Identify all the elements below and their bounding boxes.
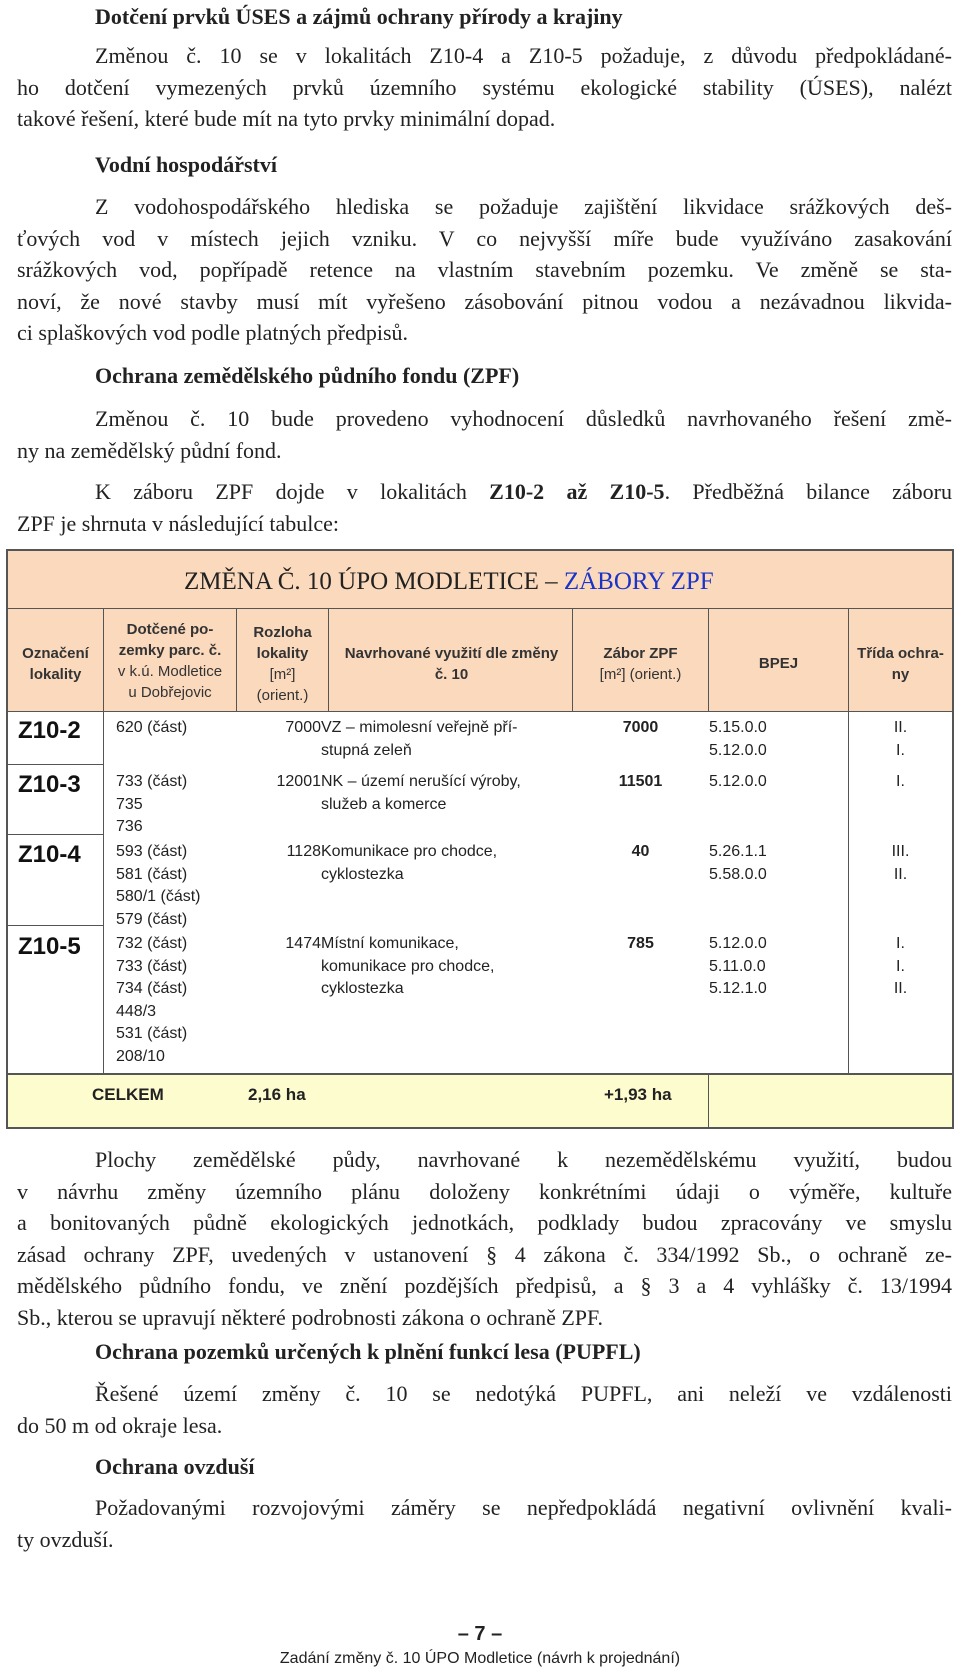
header-line: u Dobřejovic — [128, 684, 212, 701]
paragraph-pupfl — [17, 1378, 952, 1441]
bpej-code: 5.12.0.0 — [709, 773, 767, 790]
paragraph-vodni-hospodarstvi — [17, 191, 952, 349]
row-area: 1128 — [286, 843, 321, 860]
row-use-line: stupná zeleň — [321, 741, 412, 759]
header-zabor — [573, 643, 708, 685]
trida-value: II. — [893, 719, 908, 736]
total-zabor: +1,93 ha — [604, 1085, 672, 1104]
text-line: ho dotčení vymezených prvků územního systému ekologické stability (ÚSES), nalézt — [17, 74, 952, 100]
paragraph-ovzdusi — [17, 1492, 952, 1555]
trida-value: I. — [896, 957, 905, 975]
bpej-code: 5.11.0.0 — [709, 957, 766, 975]
row-bpej — [709, 933, 767, 1001]
table-title-accent: ZÁBORY ZPF — [563, 568, 714, 595]
row-use-line: NK – území nerušící výroby, — [321, 773, 521, 790]
heading-zpf: Ochrana zemědělského půdního fondu (ZPF) — [95, 363, 520, 388]
heading-pupfl: Ochrana pozemků určených k plnění funkcí lesa (PUPFL) — [95, 1339, 641, 1364]
text-line: ci splaškových vod podle platných předpisů. — [17, 320, 409, 345]
header-line: [m²] (orient.) — [599, 666, 682, 683]
row-bpej — [709, 717, 767, 762]
row-area: 12001 — [276, 773, 321, 790]
header-line: v k.ú. Modletice — [117, 663, 223, 680]
text-line: srážkových vod, popřípadě retence na vlastním stavebním pozemku. Ve změně se sta- — [17, 257, 952, 282]
bpej-code: 5.12.1.0 — [709, 980, 767, 997]
text-line: ZPF je shrnuta v následující tabulce: — [17, 510, 339, 536]
row-zabor: 40 — [631, 843, 650, 860]
parcel: 579 (část) — [116, 910, 188, 928]
row-use — [321, 841, 497, 886]
paragraph-plochy — [17, 1144, 952, 1333]
total-area: 2,16 ha — [248, 1085, 306, 1104]
total-label: CELKEM — [92, 1085, 164, 1104]
column-divider — [708, 1073, 709, 1127]
table-title-main: ZMĚNA Č. 10 ÚPO MODLETICE – — [184, 568, 564, 595]
header-line: Zábor ZPF — [603, 645, 678, 662]
row-zabor: 785 — [627, 935, 654, 952]
heading-vodni-hospodarstvi: Vodní hospodářství — [95, 152, 277, 177]
header-line: (orient.) — [256, 687, 309, 704]
row-use-line: komunikace pro chodce, — [321, 957, 495, 975]
page-number: – 7 – — [457, 1623, 503, 1645]
bpej-code: 5.58.0.0 — [709, 865, 767, 883]
text-line — [17, 476, 952, 508]
row-divider — [8, 764, 103, 765]
row-bpej — [709, 841, 767, 886]
row-use — [321, 717, 518, 762]
parcel: 208/10 — [116, 1047, 165, 1065]
trida-value: I. — [896, 935, 905, 952]
document-footer: Zadání změny č. 10 ÚPO Modletice (návrh k projednání) — [279, 1650, 681, 1667]
header-line: [m²] — [269, 666, 296, 683]
parcel: 733 (část) — [116, 957, 188, 975]
text-line: Požadovanými rozvojovými záměry se nepředpokládá negativní ovlivnění kvali- — [95, 1495, 952, 1520]
trida-value: II. — [893, 865, 908, 883]
row-area: 1474 — [285, 935, 321, 952]
parcel: 733 (část) — [116, 773, 188, 790]
header-pozemky — [104, 619, 236, 703]
row-use — [321, 933, 494, 1001]
row-use-line: cyklostezka — [321, 865, 404, 883]
text-line: Řešené území změny č. 10 se nedotýká PUPFL, ani neleží ve vzdálenosti — [95, 1381, 952, 1406]
row-zabor: 7000 — [622, 719, 659, 736]
parcel: 580/1 (část) — [116, 888, 201, 905]
text-run: . Předběžná bilance záboru — [664, 479, 952, 504]
text-line: Změnou č. 10 bude provedeno vyhodnocení důsledků navrhovaného řešení změ- — [95, 406, 952, 431]
text-line: Sb., kterou se upravují některé podrobnosti zákona o ochraně ZPF. — [17, 1304, 603, 1330]
parcel: 581 (část) — [116, 865, 188, 883]
text-line: do 50 m od okraje lesa. — [17, 1412, 223, 1438]
trida-value: III. — [891, 843, 910, 860]
text-line: Z vodohospodářského hlediska se požaduje zajištění likvidace srážkových deš- — [95, 194, 952, 219]
parcel: 593 (část) — [116, 843, 188, 860]
row-parcels — [116, 841, 200, 931]
trida-value: II. — [893, 980, 908, 997]
header-trida: Třída ochra-ny — [857, 645, 944, 683]
column-divider — [328, 608, 329, 711]
header-bpej: BPEJ — [758, 655, 799, 672]
row-divider — [8, 925, 103, 926]
row-trida — [849, 717, 952, 762]
text-line: noví, že nové stavby musí mít vyřešeno zásobování pitnou vodou a nezávadnou likvida- — [17, 288, 952, 314]
paragraph-uses — [17, 40, 952, 135]
parcel: 736 — [116, 818, 143, 835]
text-line: ny na zemědělský půdní fond. — [17, 437, 282, 463]
text-line: ťových vod v místech jejich vzniku. V co nejvyšší míře bude využíváno zasakování — [17, 225, 952, 251]
text-line: takové řešení, které bude mít na tyto prvky minimální dopad. — [17, 106, 556, 131]
parcel: 734 (část) — [116, 980, 188, 997]
parcel: 531 (část) — [116, 1025, 188, 1042]
row-trida — [849, 933, 952, 1001]
table-title — [184, 568, 714, 596]
row-code-z10-3: Z10-3 — [18, 771, 81, 798]
row-divider — [8, 608, 952, 609]
row-use-line: Komunikace pro chodce, — [321, 843, 498, 860]
row-code-z10-5: Z10-5 — [18, 933, 81, 960]
header-line: Dotčené po- — [126, 621, 214, 638]
locality-range: Z10-2 až Z10-5 — [489, 479, 665, 504]
heading-uses: Dotčení prvků ÚSES a zájmů ochrany přírody a krajiny — [95, 4, 623, 29]
row-trida — [849, 841, 952, 886]
text-line: Změnou č. 10 se v lokalitách Z10-4 a Z10-5 požaduje, z důvodu předpokládané- — [95, 43, 952, 68]
row-use-line: služeb a komerce — [321, 795, 447, 813]
header-line: zemky parc. č. — [118, 642, 222, 659]
row-divider — [8, 834, 103, 835]
text-line: a bonitovaných půdně ekologických jednotkách, podklady budou zpracovány ve smyslu — [17, 1210, 952, 1235]
text-line: v návrhu změny územního plánu doloženy konkrétními údaji o výměře, kultuře — [17, 1178, 952, 1204]
bpej-code: 5.12.0.0 — [709, 741, 767, 759]
header-vyuziti: Navrhované využití dle změny č. 10 — [344, 645, 559, 683]
bpej-code: 5.26.1.1 — [709, 843, 767, 860]
row-zabor: 11501 — [618, 773, 663, 790]
parcel: 448/3 — [116, 1002, 157, 1020]
row-code-z10-4: Z10-4 — [18, 841, 81, 868]
row-use-line: VZ – mimolesní veřejně pří- — [321, 719, 518, 736]
row-use-line: cyklostezka — [321, 980, 404, 997]
parcel: 732 (část) — [116, 935, 188, 952]
paragraph-zpf — [17, 403, 952, 466]
header-line: Rozloha — [253, 624, 312, 641]
trida-value: I. — [896, 741, 905, 759]
row-parcels — [116, 933, 187, 1068]
header-line: lokality — [256, 645, 309, 662]
zpf-table — [6, 549, 954, 1129]
row-parcels: 620 (část) — [116, 719, 188, 736]
row-use-line: Místní komunikace, — [321, 935, 459, 952]
bpej-code: 5.15.0.0 — [709, 719, 767, 736]
row-use — [321, 771, 521, 816]
text-line: Plochy zemědělské půdy, navrhované k nezemědělskému využití, budou — [95, 1147, 952, 1172]
parcel: 735 — [116, 795, 143, 813]
row-area: 7000 — [285, 719, 321, 736]
header-rozloha — [237, 622, 328, 706]
row-divider — [8, 711, 952, 712]
row-parcels — [116, 771, 187, 839]
paragraph-zpf-tabulka — [17, 476, 952, 539]
header-oznaceni: Označení lokality — [22, 645, 89, 683]
heading-ovzdusi: Ochrana ovzduší — [95, 1454, 255, 1479]
bpej-code: 5.12.0.0 — [709, 935, 767, 952]
text-run: K záboru ZPF dojde v lokalitách — [95, 479, 490, 504]
row-trida — [849, 771, 952, 794]
text-line: mědělského půdního fondu, ve znění pozdějších předpisů, a § 3 a 4 vyhlášky č. 13/1994 — [17, 1273, 952, 1298]
text-line: ty ovzduší. — [17, 1526, 114, 1552]
row-bpej — [709, 771, 767, 794]
text-line: zásad ochrany ZPF, uvedených v ustanovení § 4 zákona č. 334/1992 Sb., o ochraně ze- — [17, 1241, 952, 1267]
row-code-z10-2: Z10-2 — [18, 717, 81, 744]
trida-value: I. — [896, 773, 905, 790]
